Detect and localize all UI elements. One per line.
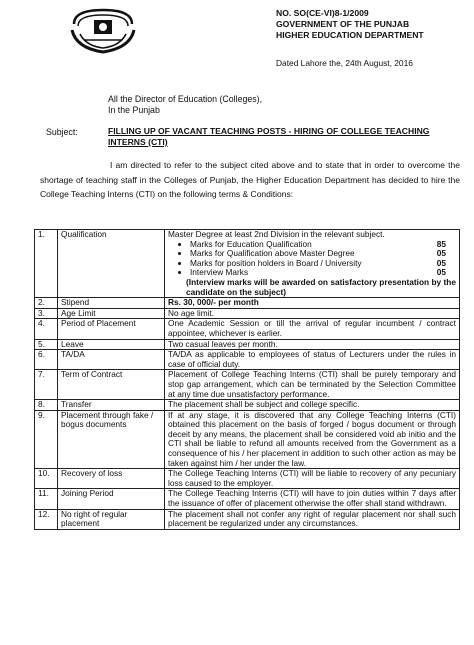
row-number: 4. xyxy=(35,319,58,339)
row-detail: No age limit. xyxy=(165,308,460,319)
row-heading: Stipend xyxy=(58,298,165,309)
department-name: HIGHER EDUCATION DEPARTMENT xyxy=(276,30,424,40)
row-detail: Two casual leaves per month. xyxy=(165,339,460,350)
row-detail: The placement shall be subject and college specific. xyxy=(165,400,460,411)
list-item: • Interview Marks 05 xyxy=(190,268,456,278)
table-row xyxy=(35,350,460,370)
qualification-text: Master Degree at least 2nd Division in the relevant subject. xyxy=(168,229,385,239)
list-item: • Marks for Education Qualification 85 xyxy=(190,240,456,250)
row-detail: TA/DA as applicable to employees of status of Lecturers under the rules in case of official duty. xyxy=(165,350,460,370)
row-heading: Leave xyxy=(58,339,165,350)
addressee-line-2: In the Punjab xyxy=(108,105,160,115)
subject-label: Subject: xyxy=(46,127,78,137)
table-row xyxy=(35,469,460,489)
table-row xyxy=(35,308,460,319)
row-detail xyxy=(165,230,460,298)
row-heading: TA/DA xyxy=(58,350,165,370)
row-number: 5. xyxy=(35,339,58,350)
row-detail: If at any stage, it is discovered that any College Teaching Interns (CTI) obtained this placement on the basis of forged / bogus document or through deceit by any means, the placement shall be considered void ab initio and the CTI shall be liable to refund all amounts received from the Government as a consequence of his / her placement in addition to such other action as may be taken against him / her under the law. xyxy=(165,410,460,469)
row-number: 9. xyxy=(35,410,58,469)
terms-table xyxy=(34,229,460,530)
row-detail: The College Teaching Interns (CTI) will be liable to recovery of any pecuniary loss caused to the employer. xyxy=(165,469,460,489)
row-detail: Rs. 30, 000/- per month xyxy=(165,298,460,309)
marks-value: 85 xyxy=(436,238,446,249)
row-number: 2. xyxy=(35,298,58,309)
row-detail: The placement shall not confer any right of regular placement nor shall such placement be regularized under any circumstances. xyxy=(165,509,460,529)
interview-note: (Interview marks will be awarded on satisfactory presentation by the candidate on the subject) xyxy=(186,276,456,297)
addressee-line-1: All the Director of Education (Colleges), xyxy=(108,94,263,104)
table-row xyxy=(35,410,460,469)
row-heading: Recovery of loss xyxy=(58,469,165,489)
subject-text: FILLING UP OF VACANT TEACHING POSTS - HIRING OF COLLEGE TEACHING INTERNS (CTI) xyxy=(108,126,430,147)
row-number: 11. xyxy=(35,489,58,509)
reference-number: NO. SO(CE-VI)8-1/2009 xyxy=(276,8,369,18)
government-emblem-logo xyxy=(64,6,142,58)
marks-value: 05 xyxy=(436,257,446,268)
row-heading: No right of regular placement xyxy=(58,509,165,529)
marks-list xyxy=(168,240,456,278)
list-item: • Marks for Qualification above Master Degree 05 xyxy=(190,249,456,259)
table-row xyxy=(35,319,460,339)
row-number: 6. xyxy=(35,350,58,370)
marks-value: 05 xyxy=(436,248,446,259)
intro-paragraph: I am directed to refer to the subject cited above and to state that in order to overcome the shortage of teaching staff in the Colleges of Punjab, the Higher Education Department has decided to hire the College Teaching Interns (CTI) on the following terms & Conditions: xyxy=(40,160,460,199)
row-number: 1. xyxy=(35,230,58,298)
row-heading: Period of Placement xyxy=(58,319,165,339)
reference-block xyxy=(276,8,466,41)
table-row xyxy=(35,370,460,400)
row-heading: Qualification xyxy=(58,230,165,298)
row-detail: The College Teaching Interns (CTI) will have to join duties within 7 days after the issuance of offer of placement otherwise the offer shall stand withdrawn. xyxy=(165,489,460,509)
row-number: 12. xyxy=(35,509,58,529)
row-detail: Placement of College Teaching Interns (CTI) shall be purely temporary and stop gap arrangement, which can be terminated by the Selection Committee at any time due unsatisfactory performance. xyxy=(165,370,460,400)
row-detail: One Academic Session or till the arrival of regular incumbent / contract appointee, whichever is earlier. xyxy=(165,319,460,339)
row-heading: Transfer xyxy=(58,400,165,411)
row-number: 3. xyxy=(35,308,58,319)
row-heading: Age Limit xyxy=(58,308,165,319)
table-row xyxy=(35,509,460,529)
table-row xyxy=(35,298,460,309)
government-name: GOVERNMENT OF THE PUNJAB xyxy=(276,19,410,29)
marks-value: 05 xyxy=(436,267,446,278)
date-line: Dated Lahore the, 24th August, 2016 xyxy=(276,58,413,68)
row-number: 7. xyxy=(35,370,58,400)
row-number: 10. xyxy=(35,469,58,489)
table-row xyxy=(35,400,460,411)
addressee xyxy=(108,94,262,116)
row-heading: Term of Contract xyxy=(58,370,165,400)
row-heading: Joining Period xyxy=(58,489,165,509)
table-row xyxy=(35,230,460,298)
list-item: • Marks for position holders in Board / University 05 xyxy=(190,259,456,269)
row-heading: Placement through fake / bogus documents xyxy=(58,410,165,469)
table-row xyxy=(35,339,460,350)
row-number: 8. xyxy=(35,400,58,411)
table-row xyxy=(35,489,460,509)
